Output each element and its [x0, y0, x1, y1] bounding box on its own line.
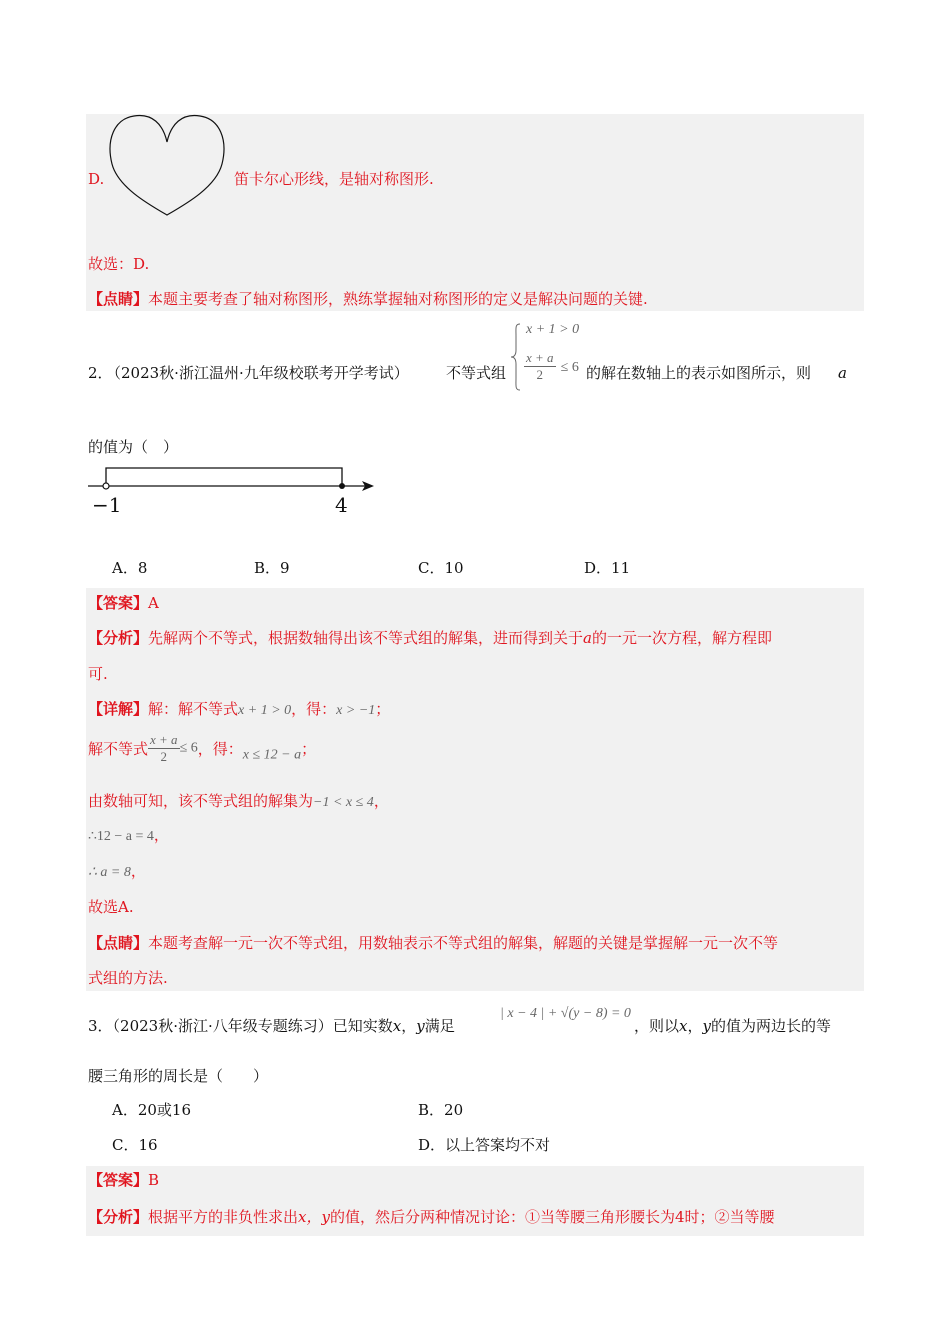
analysis-a: 根据平方的非负性求出 [148, 1208, 299, 1226]
answer-tag: 【答案】 [88, 594, 149, 612]
heart-icon [108, 112, 226, 218]
detail-c: ； [375, 700, 391, 718]
analysis-tag: 【分析】 [88, 629, 149, 647]
analysis-tag: 【分析】 [88, 1208, 149, 1226]
q3-answer [88, 1169, 159, 1191]
comment-a: 本题考查解一元一次不等式组，用数轴表示不等式组的解集，解题的关键是掌握解一元一次不等 [148, 934, 779, 952]
q3-var-y: y [416, 1017, 425, 1035]
line4-b: ， [153, 826, 169, 844]
q2-stem-c: 的值为（ ） [88, 438, 179, 456]
q3-comma: ， [401, 1017, 417, 1035]
line5-m: ∴ a = 8 [88, 865, 131, 880]
line2-a: 解不等式 [88, 740, 149, 758]
q2-stem-b: 的解在数轴上的表示如图所示，则 [586, 364, 812, 382]
system-frac-num: x + a [526, 350, 554, 365]
line4-m: ∴12 − a = 4 [88, 829, 154, 844]
line2-b: ，得： [197, 740, 243, 758]
q2-number: 2． [88, 364, 113, 382]
q2-choice: 故选A. [88, 898, 134, 916]
answer-value: B [148, 1171, 160, 1189]
system-frac-den: 2 [536, 367, 544, 382]
analysis-var: a [583, 629, 592, 647]
analysis-b: 的值，然后分两种情况讨论：①当等腰三角形腰长为 [329, 1208, 675, 1226]
q2-option-d[interactable]: D．11 [584, 559, 631, 577]
answer-value: A [148, 594, 159, 612]
q3-stem-d: 的值为两边长的等 [710, 1017, 831, 1035]
q2-option-c[interactable]: C．10 [418, 559, 464, 577]
q3-var-y2: y [702, 1017, 711, 1035]
q3-stem-c: ，则以 [634, 1017, 680, 1035]
q2-comment-b: 式组的方法. [88, 969, 168, 987]
line2-m2: x ≤ 12 − a [242, 747, 302, 763]
analysis-b: 的一元一次方程，解方程即 [591, 629, 772, 647]
q3-comma2: ， [687, 1017, 703, 1035]
q3-stem-e: 腰三角形的周长是（ ） [88, 1067, 269, 1085]
line3-a: 由数轴可知，该不等式组的解集为 [88, 792, 314, 810]
q3-stem [88, 1015, 455, 1037]
detail-m1: x + 1 > 0 [238, 703, 292, 718]
q3-analysis [88, 1206, 775, 1228]
option-d-label: D. [88, 170, 105, 188]
line2-c: ； [301, 740, 317, 758]
answer-tag: 【答案】 [88, 1171, 149, 1189]
detail-m2: x > −1 [336, 703, 376, 718]
system-line2 [524, 350, 579, 383]
comment-text: 本题主要考查了轴对称图形，熟练掌握轴对称图形的定义是解决问题的关键. [148, 290, 648, 308]
q3-option-d[interactable]: D．以上答案均不对 [418, 1136, 551, 1154]
q2-answer [88, 592, 159, 614]
q2-option-a[interactable]: A．8 [112, 559, 148, 577]
q3-stem-a: 已知实数 [332, 1017, 393, 1035]
line2-num: x + a [150, 732, 178, 747]
q2-comment [88, 932, 778, 954]
analysis-v: x，y [298, 1208, 330, 1226]
q3-condition: | x − 4 | + √(y − 8) = 0 [500, 1006, 631, 1021]
q3-stem-b: 满足 [424, 1017, 455, 1035]
brace-icon [510, 322, 522, 392]
detail-b: ，得： [291, 700, 337, 718]
analysis-a: 先解两个不等式，根据数轴得出该不等式组的解集，进而得到关于 [148, 629, 584, 647]
q2-detail-line5 [88, 860, 146, 884]
q3-option-c[interactable]: C．16 [112, 1136, 158, 1154]
q3-option-b[interactable]: B．20 [418, 1101, 464, 1119]
axis-label-neg1: −1 [92, 493, 122, 517]
option-d-text: 笛卡尔心形线，是轴对称图形. [234, 170, 434, 188]
q2-option-b[interactable]: B．9 [254, 559, 290, 577]
q3-option-a[interactable]: A．20或16 [112, 1101, 192, 1119]
comment-q1 [88, 288, 648, 310]
q2-var-a: a [838, 364, 847, 382]
q3-number: 3． [88, 1017, 113, 1035]
system-line2-rest: ≤ 6 [560, 360, 579, 375]
axis-label-4: 4 [335, 493, 348, 517]
line3-m: −1 < x ≤ 4 [313, 795, 374, 810]
q2-stem-a: 不等式组 [446, 364, 507, 382]
q2-detail-line1 [88, 698, 390, 722]
q3-stem-tail [634, 1015, 831, 1037]
analysis-c: 时；②当等腰 [684, 1208, 775, 1226]
detail-tag: 【详解】 [88, 700, 149, 718]
comment-tag: 【点睛】 [88, 934, 149, 952]
line5-b: ， [130, 862, 146, 880]
line3-b: ， [373, 792, 389, 810]
q3-source: （2023秋·浙江·八年级专题练习） [112, 1017, 333, 1035]
q2-analysis [88, 627, 772, 649]
q2-detail-line4 [88, 824, 169, 848]
q2-source: （2023秋·浙江温州·九年级校联考开学考试） [106, 364, 409, 382]
q3-var-x2: x [679, 1017, 688, 1035]
analysis-c: 可. [88, 665, 108, 683]
analysis-num: 4 [674, 1208, 685, 1226]
q3-var-x: x [392, 1017, 402, 1035]
q2-detail-line2 [88, 732, 316, 765]
q2-detail-line3 [88, 790, 389, 814]
line2-den: 2 [160, 749, 168, 764]
line2-m: ≤ 6 [179, 740, 198, 756]
system-line1: x + 1 > 0 [526, 322, 580, 337]
detail-a: 解：解不等式 [148, 700, 239, 718]
choice-q1: 故选：D. [88, 255, 150, 273]
comment-tag: 【点睛】 [88, 290, 149, 308]
